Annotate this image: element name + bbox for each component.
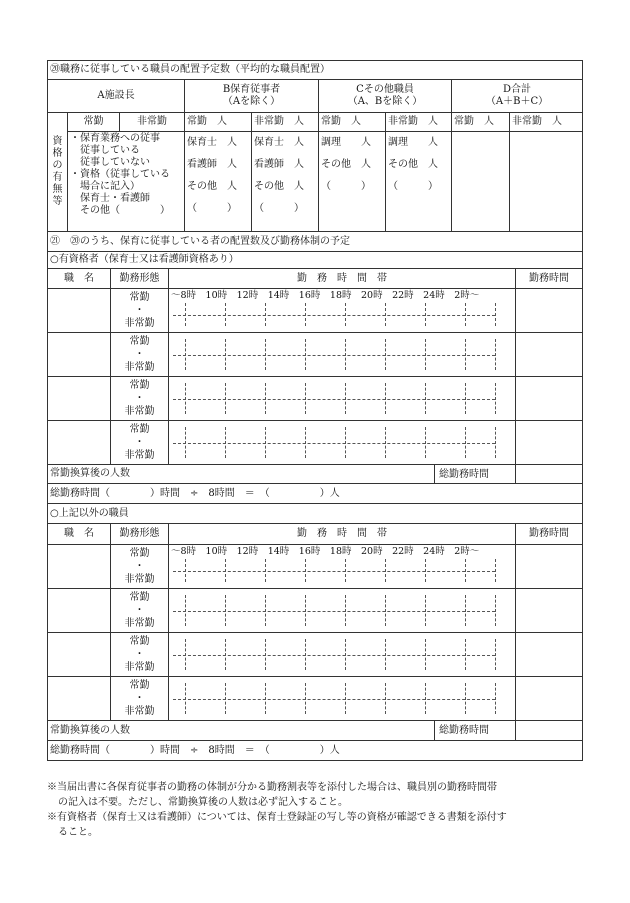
b-parttime[interactable]: 非常勤 人: [252, 113, 319, 132]
work-form-cell[interactable]: 常勤 ・ 非常勤: [111, 589, 169, 633]
work-schedule-table: [47, 231, 583, 761]
dashed-tick: [345, 595, 346, 626]
dashed-tick: [345, 683, 346, 714]
dashed-tick: [345, 303, 346, 326]
header-time-band: 勤 務 時 間 帯: [169, 269, 516, 289]
section20-title: ⑳職務に従事している職員の配置予定数（平均的な職員配置）: [48, 61, 583, 80]
dashed-tick: [465, 383, 466, 414]
dashed-tick: [425, 639, 426, 670]
dashed-guide: [173, 315, 495, 316]
dashed-tick: [225, 559, 226, 582]
dashed-tick: [425, 683, 426, 714]
dashed-tick: [265, 639, 266, 670]
dashed-tick: [185, 683, 186, 714]
header-time-band-2: 勤 務 時 間 帯: [169, 524, 516, 545]
header-job-title: 職 名: [48, 269, 111, 289]
note-1-cont: の記入は不要。ただし、常勤換算後の人数は必ず記入すること。: [58, 797, 348, 808]
dashed-tick: [495, 683, 496, 714]
dashed-guide: [173, 355, 495, 356]
work-hours-cell[interactable]: [516, 333, 583, 377]
d-parttime-total[interactable]: [510, 132, 583, 232]
qualified-schedule-row: [48, 333, 583, 377]
work-form-cell[interactable]: 常勤 ・ 非常勤: [111, 545, 169, 589]
dashed-tick: [345, 383, 346, 414]
b-fulltime-breakdown[interactable]: 保育士 人 看護師 人 その他 人 （ ）: [185, 132, 252, 232]
work-form-cell[interactable]: 常勤 ・ 非常勤: [111, 377, 169, 421]
job-title-cell[interactable]: [48, 289, 111, 333]
others-heading: ○上記以外の職員: [48, 504, 583, 524]
c-parttime[interactable]: 非常勤 人: [386, 113, 452, 132]
dashed-tick: [385, 559, 386, 582]
dashed-tick: [305, 683, 306, 714]
dashed-tick: [495, 559, 496, 582]
time-band-cell[interactable]: [169, 421, 516, 465]
dashed-tick: [385, 683, 386, 714]
work-hours-cell[interactable]: [516, 633, 583, 677]
qualification-checklist[interactable]: ・保育業務への従事 従事している 従事していない ・資格（従事している 場合に記入） 保育士・看護師 その他（ ）: [68, 132, 185, 232]
total-hours-label: 総勤務時間: [434, 465, 489, 483]
dashed-tick: [225, 683, 226, 714]
dashed-tick: [495, 595, 496, 626]
col-c-header: Cその他職員 （A、Bを除く）: [319, 80, 452, 113]
total-hours-label-2: 総勤務時間: [434, 721, 489, 740]
dashed-tick: [425, 595, 426, 626]
others-schedule-row: [48, 545, 583, 589]
dashed-tick: [265, 383, 266, 414]
job-title-cell[interactable]: [48, 677, 111, 721]
dashed-tick: [225, 595, 226, 626]
qualified-schedule-row: [48, 377, 583, 421]
footnotes: [47, 780, 587, 840]
time-band-cell[interactable]: [169, 589, 516, 633]
dashed-tick: [265, 683, 266, 714]
dashed-tick: [185, 595, 186, 626]
work-form-cell[interactable]: 常勤 ・ 非常勤: [111, 333, 169, 377]
job-title-cell[interactable]: [48, 377, 111, 421]
note-2-cont: ること。: [58, 827, 98, 838]
dashed-tick: [265, 427, 266, 458]
job-title-cell[interactable]: [48, 333, 111, 377]
others-schedule-row: [48, 589, 583, 633]
dashed-tick: [185, 427, 186, 458]
dashed-tick: [225, 339, 226, 370]
a-fulltime: 常勤: [68, 113, 120, 132]
qualified-schedule-row: [48, 289, 583, 333]
time-band-cell[interactable]: [169, 633, 516, 677]
others-schedule-row: [48, 633, 583, 677]
dashed-tick: [305, 427, 306, 458]
job-title-cell[interactable]: [48, 421, 111, 465]
dashed-tick: [425, 339, 426, 370]
b-parttime-breakdown[interactable]: 保育士 人 看護師 人 その他 人 （ ）: [252, 132, 319, 232]
work-form-cell[interactable]: 常勤 ・ 非常勤: [111, 421, 169, 465]
section21-title: ㉑ ⑳のうち、保育に従事している者の配置数及び勤務体制の予定: [48, 232, 583, 252]
dashed-tick: [465, 303, 466, 326]
dashed-guide: [173, 699, 495, 700]
dashed-tick: [465, 639, 466, 670]
dashed-guide: [173, 611, 495, 612]
dashed-tick: [345, 427, 346, 458]
dashed-tick: [465, 559, 466, 582]
qualified-schedule-row: [48, 421, 583, 465]
dashed-tick: [425, 303, 426, 326]
dashed-tick: [385, 427, 386, 458]
job-title-cell[interactable]: [48, 545, 111, 589]
dashed-tick: [305, 639, 306, 670]
work-form-cell[interactable]: 常勤 ・ 非常勤: [111, 677, 169, 721]
dashed-guide: [173, 571, 495, 572]
dashed-tick: [495, 303, 496, 326]
formula-qualified[interactable]: 総勤務時間（ ）時間 ÷ 8時間 ＝ （ ）人: [48, 484, 583, 504]
c-fulltime-breakdown[interactable]: 調理 人 その他 人 （ ）: [319, 132, 386, 232]
time-band-cell[interactable]: [169, 545, 516, 589]
work-hours-cell[interactable]: [516, 589, 583, 633]
dashed-tick: [265, 303, 266, 326]
staff-allocation-table: [47, 60, 583, 232]
header-work-hours-2: 勤務時間: [516, 524, 583, 545]
dashed-tick: [495, 383, 496, 414]
dashed-tick: [425, 427, 426, 458]
dashed-tick: [185, 303, 186, 326]
dashed-tick: [425, 383, 426, 414]
note-1: ※当届出書に各保育従事者の勤務の体制が分かる勤務割表等を添付した場合は、職員別の勤務時間帯: [47, 782, 497, 793]
work-hours-cell[interactable]: [516, 545, 583, 589]
dashed-tick: [495, 427, 496, 458]
time-band-cell[interactable]: [169, 377, 516, 421]
dashed-tick: [265, 559, 266, 582]
dashed-tick: [225, 303, 226, 326]
dashed-tick: [265, 339, 266, 370]
others-schedule-row: [48, 677, 583, 721]
dashed-guide: [173, 399, 495, 400]
dashed-guide: [173, 655, 495, 656]
c-fulltime[interactable]: 常勤 人: [319, 113, 386, 132]
form-page: [47, 60, 582, 761]
dashed-tick: [385, 595, 386, 626]
dashed-tick: [495, 339, 496, 370]
dashed-tick: [495, 639, 496, 670]
formula-others[interactable]: 総勤務時間（ ）時間 ÷ 8時間 ＝ （ ）人: [48, 741, 583, 761]
dashed-tick: [185, 339, 186, 370]
col-a-header: A施設長: [48, 80, 185, 113]
d-fulltime[interactable]: 常勤 人: [452, 113, 510, 132]
fte-row-qualified: 常勤換算後の人数 総勤務時間: [48, 465, 516, 484]
time-band-cell[interactable]: [169, 289, 516, 333]
job-title-cell[interactable]: [48, 589, 111, 633]
dashed-tick: [305, 559, 306, 582]
dashed-tick: [385, 639, 386, 670]
note-2: ※有資格者（保育士又は看護師）については、保育士登録証の写し等の資格が確認できる書類を添付す: [47, 812, 507, 823]
dashed-tick: [265, 595, 266, 626]
work-form-cell[interactable]: 常勤 ・ 非常勤: [111, 289, 169, 333]
dashed-tick: [385, 303, 386, 326]
work-hours-cell[interactable]: [516, 421, 583, 465]
dashed-tick: [305, 339, 306, 370]
job-title-cell[interactable]: [48, 633, 111, 677]
header-work-form: 勤務形態: [111, 269, 169, 289]
header-work-form-2: 勤務形態: [111, 524, 169, 545]
dashed-tick: [465, 427, 466, 458]
dashed-tick: [425, 559, 426, 582]
dashed-tick: [465, 339, 466, 370]
dashed-tick: [225, 427, 226, 458]
dashed-tick: [385, 383, 386, 414]
c-parttime-breakdown[interactable]: 調理 人 その他 人 （ ）: [386, 132, 452, 232]
dashed-tick: [225, 383, 226, 414]
qualified-heading: ○有資格者（保育士又は看護師資格あり）: [48, 252, 583, 269]
header-job-title-2: 職 名: [48, 524, 111, 545]
total-hours-value-qualified[interactable]: [516, 465, 583, 484]
dashed-guide: [173, 443, 495, 444]
a-parttime: 非常勤: [120, 113, 185, 132]
fte-row-others: 常勤換算後の人数 総勤務時間: [48, 721, 516, 741]
d-parttime[interactable]: 非常勤 人: [510, 113, 583, 132]
dashed-tick: [305, 383, 306, 414]
work-hours-cell[interactable]: [516, 377, 583, 421]
dashed-tick: [385, 339, 386, 370]
dashed-tick: [305, 303, 306, 326]
work-hours-cell[interactable]: [516, 289, 583, 333]
d-fulltime-total[interactable]: [452, 132, 510, 232]
dashed-tick: [465, 595, 466, 626]
dashed-tick: [305, 595, 306, 626]
dashed-tick: [225, 639, 226, 670]
dashed-tick: [345, 639, 346, 670]
dashed-tick: [345, 339, 346, 370]
dashed-tick: [185, 639, 186, 670]
col-d-header: D合計 （A＋B＋C）: [452, 80, 583, 113]
work-hours-cell[interactable]: [516, 677, 583, 721]
hour-scale: ～8時 10時 12時 14時 16時 18時 20時 22時 24時 2時～: [171, 546, 480, 557]
time-band-cell[interactable]: [169, 677, 516, 721]
time-band-cell[interactable]: [169, 333, 516, 377]
total-hours-value-others[interactable]: [516, 721, 583, 741]
qualification-vertical-label: 資 格 の 有 無 等: [48, 113, 68, 232]
dashed-tick: [345, 559, 346, 582]
dashed-tick: [465, 683, 466, 714]
hour-scale: ～8時 10時 12時 14時 16時 18時 20時 22時 24時 2時～: [171, 290, 480, 301]
dashed-tick: [185, 383, 186, 414]
header-work-hours: 勤務時間: [516, 269, 583, 289]
dashed-tick: [185, 559, 186, 582]
b-fulltime[interactable]: 常勤 人: [185, 113, 252, 132]
work-form-cell[interactable]: 常勤 ・ 非常勤: [111, 633, 169, 677]
col-b-header: B保育従事者 （Aを除く）: [185, 80, 319, 113]
